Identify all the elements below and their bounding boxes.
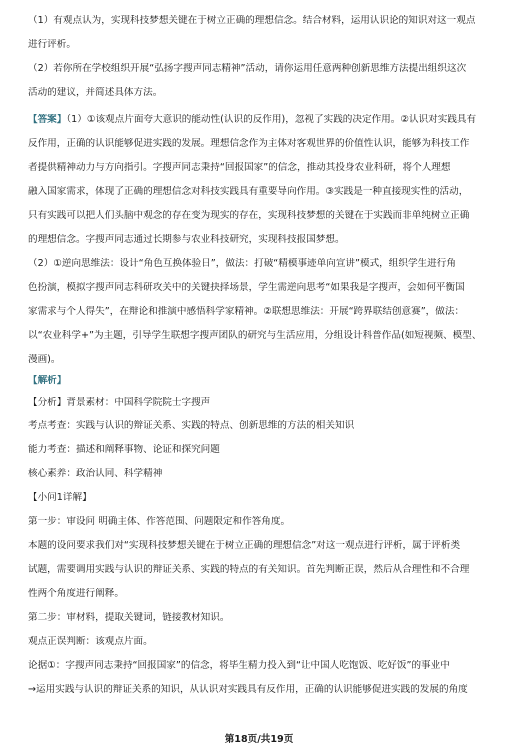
analysis-line: 【分析】背景素材：中国科学院院士字搜声 (28, 397, 211, 408)
answer-line (28, 114, 494, 126)
explanation-line: 试题，需要调用实践与认识的辩证关系、实践的特点的有关知识。首先判断正误，然后从合理性和不合理 (28, 564, 470, 575)
answer-line: 漫画)。 (28, 354, 61, 365)
analysis-line: 考点考查：实践与认识的辩证关系、实践的特点、创新思维的方法的相关知识 (28, 420, 355, 431)
answer-line: 的理想信念。字搜声同志通过长期参与农业科技研究，实现科技报国梦想。 (28, 234, 345, 245)
answer-line: 色扮演，模拟字搜声同志科研攻关中的关键抉择场景，学生需逆向思考“如果我是字搜声，会如何平衡国 (28, 282, 465, 293)
analysis-heading: 【解析】 (28, 375, 67, 386)
answer-line: 反作用，正确的认识能够促进实践的发展。理想信念作为主体对客观世界的价值性认识，能够为科技工作 (28, 138, 470, 149)
page-number: 第18页/共19页 (224, 734, 294, 745)
analysis-line: 核心素养：政治认同、科学精神 (28, 468, 163, 479)
answer-line: （2）①逆向思维法：设计“角色互换体验日”，做法：打破“精模事迹单向宣讲”模式，组织学生进行角 (28, 258, 456, 269)
answer-line: 以“农业科学+”为主题，引导学生联想字搜声团队的研究与生活应用，分组设计科普作品(如短视频、模型、 (28, 330, 482, 341)
answer-text: （1）①该观点片面夸大意识的能动性(认识的反作用)，忽视了实践的决定作用。②认识对实践具有 (66, 114, 477, 125)
question-2-line: 活动的建议，并简述具体方法。 (28, 87, 163, 98)
explanation-line: →运用实践与认识的辩证关系的知识，从认识对实践具有反作用，正确的认识能够促进实践的发展的角度 (28, 684, 468, 695)
answer-line: 只有实践可以把人们头脑中观念的存在变为现实的存在，实现科技梦想的关键在于实践而非单纯树立正确 (28, 210, 470, 221)
answer-line: 者提供精神动力与方向指引。字搜声同志秉持“回报国家”的信念，推动其投身农业科研，将个人理想 (28, 162, 451, 173)
explanation-line: 论据①：字搜声同志秉持“回报国家”的信念，将毕生精力投入到“让中国人吃饱饭、吃好饭”的事业中 (28, 660, 450, 671)
answer-label: 【答案】 (28, 114, 67, 125)
sub-question-heading: 【小问1详解】 (28, 492, 92, 503)
answer-line: 融入国家需求，体现了正确的理想信念对科技实践具有重要导向作用。③实践是一种直接现实性的活动， (28, 186, 469, 197)
explanation-line: 本题的设问要求我们对“实现科技梦想关键在于树立正确的理想信念”对这一观点进行评析，属于评析类 (28, 540, 461, 551)
question-2-line: （2）若你所在学校组织开展“弘扬字搜声同志精神”活动，请你运用任意两种创新思维方法提出组织这次 (28, 63, 467, 74)
question-1-line: （1）有观点认为，实现科技梦想关键在于树立正确的理想信念。结合材料，运用认识论的知识对这一观点 (28, 15, 476, 26)
analysis-line: 能力考查：描述和阐释事物、论证和探究问题 (28, 444, 220, 455)
answer-line: 家需求与个人得失”，在辩论和推演中感悟科学家精神。②联想思维法：开展“跨界联结创意赛”，做法： (28, 306, 465, 317)
explanation-line: 性两个角度进行阐释。 (28, 588, 124, 599)
question-1-line: 进行评析。 (28, 39, 76, 50)
step-line: 第二步：审材料，提取关键词，链接教材知识。 (28, 612, 230, 623)
explanation-line: 观点正误判断：该观点片面。 (28, 636, 153, 647)
step-line: 第一步：审设问 明确主体、作答范围、问题限定和作答角度。 (28, 516, 291, 527)
